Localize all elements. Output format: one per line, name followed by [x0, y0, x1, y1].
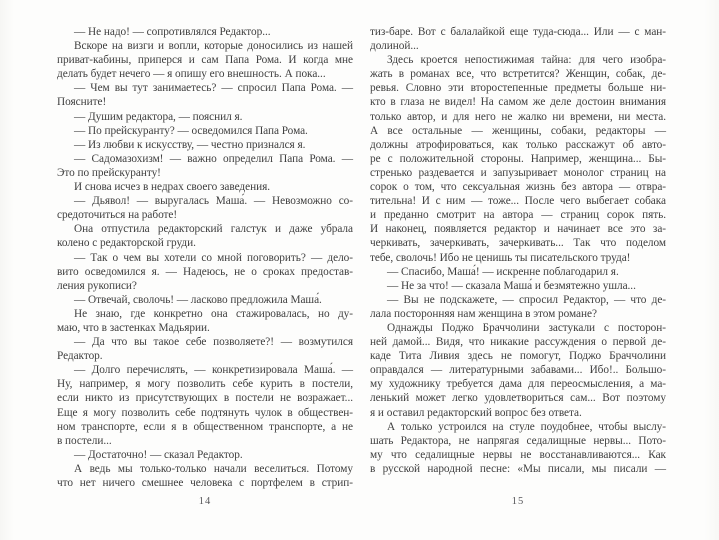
text-line: стренько раздевается и запузыривает монолог страниц на [370, 166, 666, 179]
page-number-right: 15 [511, 496, 525, 507]
text-line: — Дьявол! — выругалась Маша́. — Невозможно со- [74, 195, 353, 208]
text-line: делать будет нечего — я опишу его внешность. А пока... [57, 68, 326, 81]
text-line: долиной... [370, 40, 419, 53]
text-line: что нет ничего смешнее человека с портфелем в стрип- [57, 477, 353, 489]
text-line: жать в романах все, что встретится? Женщин, собак, де- [370, 68, 666, 81]
text-line: приват-кабины, приперся и сам Папа Рома. И когда мне [57, 54, 353, 67]
text-line: я и оставил редакторский вопрос без ответа. [370, 406, 582, 419]
text-line: черкивать, зачеркивать, зачеркивать... Так что поделом [370, 237, 666, 250]
text-line: тительна! И с ним — тоже... После чего выбегает собака [370, 195, 666, 208]
text-line: А только устроился на стуле поудобнее, чтобы выслу- [387, 420, 666, 433]
text-line: лала посторонняя нам женщина в этом романе? [370, 307, 597, 320]
text-line: — Из любви к искусству, — честно признался я. [74, 138, 306, 151]
text-line: — Так о чем вы хотели со мной поговорить? — дело- [74, 251, 353, 264]
text-line: в постели... [57, 434, 112, 447]
text-line: ней дамой... Видя, что никакие рассуждения о первой де- [370, 336, 666, 349]
text-line: Ну, например, я могу позволить себе курить в постели, [57, 378, 353, 391]
text-line: — Отвечай, сволочь! — ласково предложила Маша́. [74, 293, 322, 306]
text-line: Она отпустила редакторский галстук и даже убрала [74, 223, 353, 236]
text-line: сорок о том, что сексуальная жизнь без автора — отвра- [370, 181, 666, 194]
text-line: ном транспорте, если я в общественном транспорте, а не [57, 420, 353, 433]
text-line: Еще я могу позволить себе подтянуть чулок в обществен- [57, 406, 353, 419]
page-left-text-column [57, 25, 353, 490]
text-line: И наконец, появляется редактор и начинает все это за- [370, 223, 666, 236]
text-line: ленький может легко удовлетвориться сам... Вот поэтому [370, 392, 666, 405]
text-line: А ведь мы только-только начали веселиться. Потому [74, 462, 353, 475]
page-right-text-column [370, 25, 666, 476]
text-line: колено с редакторской груди. [57, 237, 196, 250]
text-line: — Чем вы тут занимаетесь? — спросил Папа Рома. — [74, 82, 353, 95]
text-line: — Достаточно! — сказал Редактор. [74, 448, 243, 461]
text-line: тиз-баре. Вот с балалайкой еще туда-сюда... Или — с ман- [370, 26, 666, 38]
text-line: — Долго перечислять, — конкретизировала Маша́. — [74, 364, 353, 377]
text-line: — Душим редактора, — пояснил я. [74, 110, 243, 123]
text-line: — Не надо! — сопротивлялся Редактор... [74, 26, 271, 38]
text-line: и преданно смотрит на автора — страниц сорок пять. [370, 209, 666, 222]
text-line: оправдался — литературными забавами... Ибо!.. Большо- [370, 364, 666, 377]
text-line: А все остальные — женщины, собаки, редакторы — [370, 124, 666, 137]
text-line: средоточиться на работе! [57, 209, 178, 222]
text-line: ления рукописи? [57, 279, 137, 292]
text-line: — По прейскуранту? — осведомился Папа Рома. [74, 124, 308, 137]
text-line: Не знаю, где конкретно она стажировалась, но ду- [74, 307, 353, 320]
text-line: Однажды Поджо Браччолини застукали с посторон- [387, 321, 666, 334]
text-line: му что седалищные нервы не восстанавливаются... Как [370, 448, 666, 461]
text-line: если никто из присутствующих в постели не возражает... [57, 392, 353, 405]
text-line: — Да что вы такое себе позволяете?! — возмутился [74, 336, 353, 349]
text-line: кто в глаза не видел! На самом же деле достоин внимания [370, 96, 666, 109]
text-line: му художнику требуется дама для переосмысления, а ма- [370, 378, 666, 391]
text-line: ревья. Словно эти второстепенные предметы больше ни- [370, 82, 666, 95]
text-line: — Не за что! — сказала Маша́ и безмятежно ушла... [387, 279, 636, 292]
text-line: только автор, и для него не жалко ни времени, ни места. [370, 110, 666, 123]
text-line: — Садомазохизм! — важно определил Папа Рома. — [74, 152, 353, 165]
text-line: каде Тита Ливия здесь не помогут, Поджо Браччолини [370, 350, 666, 363]
text-line: И снова исчез в недрах своего заведения. [74, 181, 270, 194]
text-line: — Спасибо, Маша́! — искренне поблагодарил я. [387, 265, 619, 278]
text-line: Это по прейскуранту! [57, 166, 161, 179]
text-line: тебе, сволочь! Ибо не ценишь ты писательского труда! [370, 251, 631, 264]
text-line: Редактор. [57, 350, 103, 363]
page-number-left: 14 [198, 496, 212, 507]
text-line: — Вы не подскажете, — спросил Редактор, — что де- [387, 293, 666, 306]
text-line: вито осведомился я. — Надеюсь, не о сроках предостав- [57, 265, 353, 278]
text-line: должны атрофироваться, как только расскажут об авто- [370, 138, 666, 151]
text-line: в русской народной песне: «Мы писали, мы писали — [370, 462, 666, 475]
text-line: маю, что в застенках Мадьярии. [57, 321, 210, 334]
text-line: Здесь кроется непостижимая тайна: для чего изобра- [387, 54, 666, 67]
text-line: ре с положительной стороны. Например, женщина... Бы- [370, 152, 666, 165]
text-line: Поясните! [57, 96, 107, 109]
text-line: шать Редактора, не напрягая седалищные нервы... Пото- [370, 434, 666, 447]
text-line: Вскоре на визги и вопли, которые доносились из нашей [74, 40, 353, 53]
